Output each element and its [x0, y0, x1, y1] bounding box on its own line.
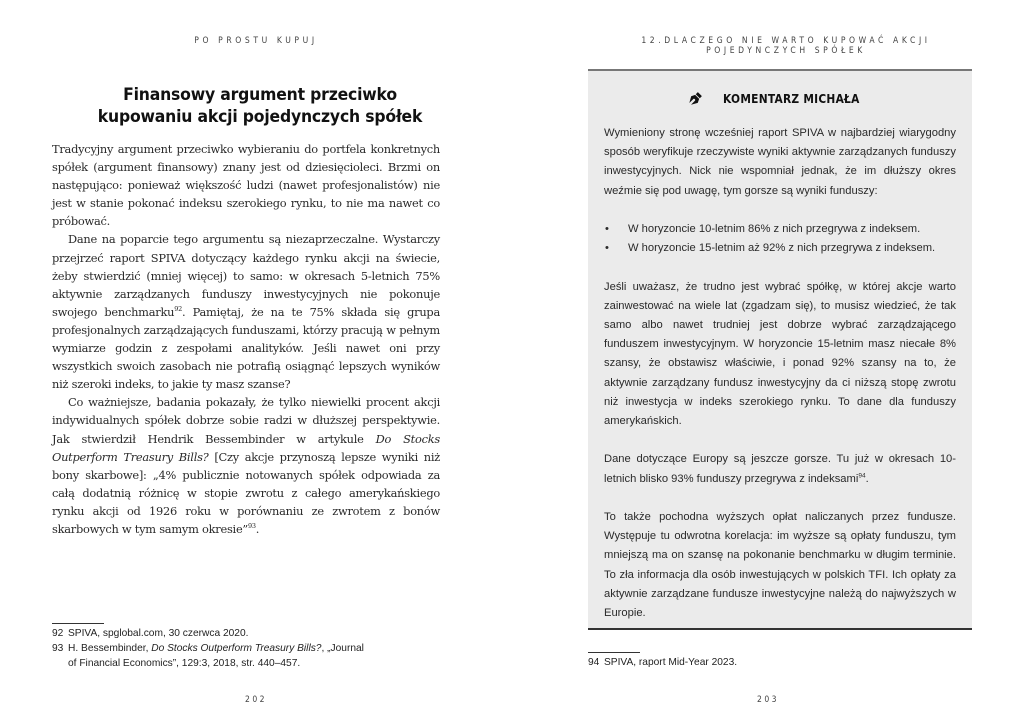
section-title [58, 84, 463, 128]
paragraph-3 [52, 393, 440, 538]
footnote-ref-94[interactable]: 94 [858, 471, 866, 479]
footnote-number: 92 [52, 628, 64, 639]
bullet-item [604, 220, 956, 239]
fountain-pen-icon [688, 91, 703, 106]
bullet-icon: • [605, 223, 609, 235]
bullet-text: W horyzoncie 15-letnim aż 92% z nich przegrywa z indeksem. [628, 242, 936, 255]
bullet-icon: • [605, 242, 609, 255]
section-title-line-1: Finansowy argument przeciwko [123, 85, 397, 105]
footnote-text [68, 642, 372, 672]
paragraph-2-text-b: . Pamiętaj, że na te 75% składa się grupa profesjonalnych zarządzających funduszami, którzy pracują w pełnym wymiarze godzin z zespołami analityków. Jeśli nawet oni przy wszystkich swoich zasobach nie potrafią osiągnąć lepszych wyników niż szeroki indeks, to jakie ty masz szanse? [52, 304, 440, 392]
comment-box [588, 69, 972, 630]
comment-paragraph-3-text: Dane dotyczące Europy są jeszcze gorsze. Tu już w okresach 10-letnich blisko 93% funduszy przegrywa z indeksami [604, 453, 956, 485]
paragraph-2-text-a: Dane na poparcie tego argumentu są niezaprzeczalne. Wystarczy przejrzeć raport SPIVA dotyczący każdego rynku akcji na świecie, żeby stwierdzić (mniej więcej) to samo: w okresach 5-letnich 75% aktywnie zarządzanych funduszy inwestycyjnych nie pokonuje swojego benchmarku [52, 232, 440, 319]
paragraph-2 [52, 230, 440, 393]
running-head-right: 12.DLACZEGO NIE WARTO KUPOWAĆ AKCJI POJEDYNCZYCH SPÓŁEK [641, 36, 931, 56]
paragraph-1: Tradycyjny argument przeciwko wybieraniu do portfela konkretnych spółek (argument finansowy) znany jest od dziesięcioleci. Brzmi on następująco: ponieważ większość ludzi (nawet profesjonalistów) nie jest w stanie pokonać indeksu szerokiego rynku, to nie ma nawet co próbować. [52, 142, 440, 229]
footnote-italic-title: Do Stocks Outperform Treasury Bills? [151, 642, 322, 654]
footnotes-right [588, 656, 968, 671]
page-number-right: 203 [756, 695, 780, 705]
comment-header [588, 91, 972, 106]
comment-paragraph-1: Wymieniony stronę wcześniej raport SPIVA w najbardziej wiarygodny sposób weryfikuje rzeczywiste wyniki aktywnie zarządzanych funduszy inwestycyjnych. Nick nie wspomniał jednak, że im dłuższy okres weźmie się pod uwagę, tym gorsze są wyniki funduszy: [604, 127, 956, 197]
footnote-text-b: , „Journal of Financial Economics”, 129:3, 2018, str. 440–457. [68, 642, 364, 669]
footnote-number: 93 [52, 642, 64, 654]
footnotes-left [52, 627, 372, 671]
paragraph-3-text-a: Co ważniejsze, badania pokazały, że tylko niewielki procent akcji indywidualnych spółek dobrze sobie radzi w dłuższej perspektywie. Jak stwierdził Hendrik Bessembinder w artykule [52, 395, 440, 446]
bullet-item [604, 239, 956, 258]
footnote-divider-right [588, 652, 640, 653]
running-head-left: PO PROSTU KUPUJ [194, 36, 318, 46]
article-title: Do Stocks Outperform Treasury Bills? [52, 431, 440, 464]
bullet-text: W horyzoncie 10-letnim 86% z nich przegrywa z indeksem. [628, 223, 921, 235]
comment-bullet-list [604, 220, 956, 258]
comment-paragraph-3-end: . [865, 472, 869, 485]
right-page [512, 0, 1024, 727]
comment-paragraph-3 [604, 450, 956, 488]
footnote-ref-92[interactable]: 92 [174, 305, 182, 314]
page-number-left: 202 [244, 695, 268, 705]
paragraph-3-end: . [255, 521, 260, 536]
footnote-divider-left [52, 623, 104, 624]
comment-paragraph-4: To także pochodna wyższych opłat naliczanych przez fundusze. Występuje tu odwrotna korelacja: im wyższe są opłaty funduszu, tym mniejszą ma on szansę na pokonanie benchmarku w długim terminie. To zła informacja dla osób inwestujących w polskich TFI. Ich opłaty za aktywnie zarządzane fundusze inwestycyjne należą do najwyższych w Europie. [604, 511, 956, 620]
footnote-93 [52, 642, 372, 672]
footnote-text-a: H. Bessembinder, [68, 642, 152, 654]
comment-body [604, 124, 956, 642]
footnote-92 [52, 627, 372, 642]
footnote-number: 94 [588, 657, 600, 668]
comment-paragraph-2: Jeśli uważasz, że trudno jest wybrać spółkę, w której akcje warto zainwestować na wiele lat (zgadzam się), to musisz wiedzieć, że tak samo albo nawet trudniej jest dobrze wybrać zarządzającego funduszem inwestycyjnym. W horyzoncie 15-letnim masz niecałe 8% szansy, że obstawisz właściwie, i ponad 92% szansy na to, że aktywnie zarządzany fundusz inwestycyjny da ci niższą stopę zwrotu niż inwestycja w indeks szerokiego rynku. To dane dla funduszy amerykańskich. [604, 280, 956, 428]
body-text [52, 140, 440, 538]
footnote-94 [588, 656, 968, 671]
comment-title: KOMENTARZ MICHAŁA [723, 91, 860, 106]
footnote-text: SPIVA, spglobal.com, 30 czerwca 2020. [68, 628, 249, 639]
paragraph-3-text-b: [Czy akcje przynoszą lepsze wyniki niż bony skarbowe]: „4% publicznie notowanych spółek odpowiada za całą dodatnią różnicę w stopie zwrotu z całego amerykańskiego rynku akcji od 1926 roku w porównaniu ze zwrotem z bonów skarbowych w tym samym okresie” [52, 449, 440, 536]
footnote-ref-93[interactable]: 93 [248, 522, 256, 531]
footnote-text: SPIVA, raport Mid-Year 2023. [604, 657, 738, 668]
section-title-line-2: kupowaniu akcji pojedynczych spółek [97, 107, 423, 127]
